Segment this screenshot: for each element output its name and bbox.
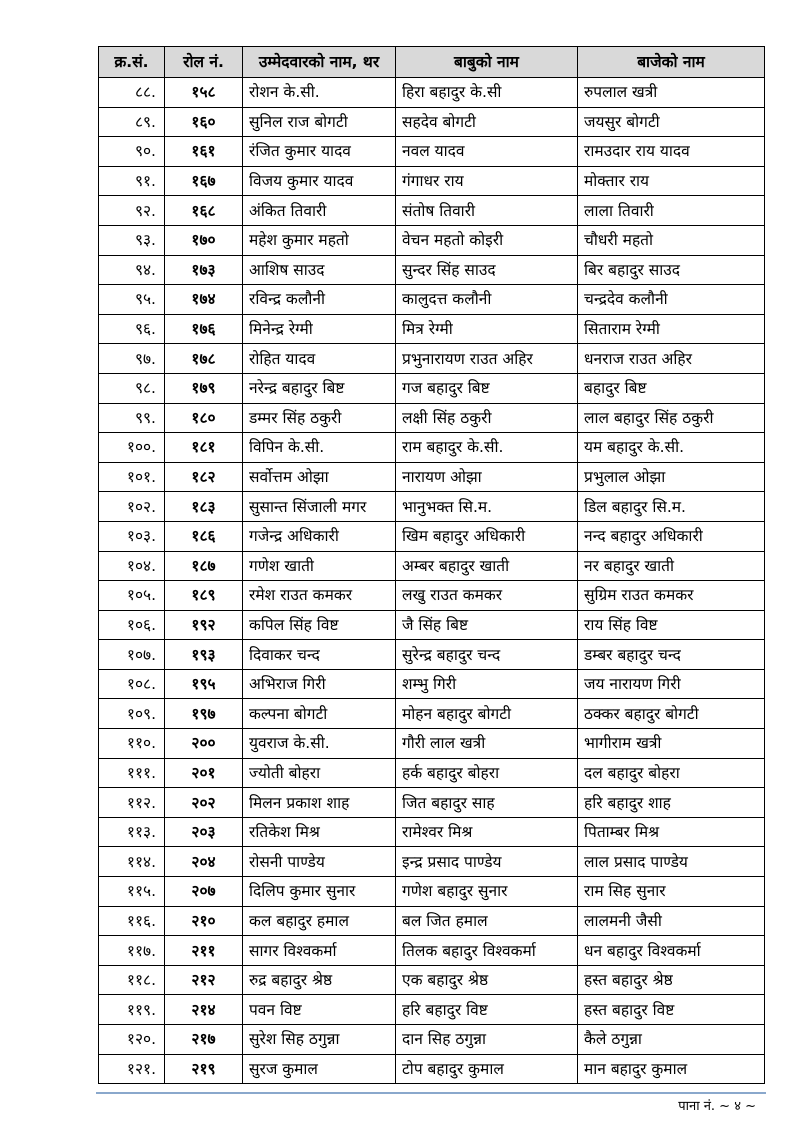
serial-number-cell: १०१. [99, 462, 165, 492]
table-row [99, 965, 765, 995]
father-name-cell: खिम बहादुर अधिकारी [396, 521, 578, 551]
roll-number-cell: १८६ [165, 521, 243, 551]
father-name-cell: शम्भु गिरी [396, 669, 578, 699]
grandfather-name-cell: दल बहादुर बोहरा [578, 758, 765, 788]
father-name-cell: टोप बहादुर कुमाल [396, 1054, 578, 1084]
grandfather-name-cell: धन बहादुर विश्वकर्मा [578, 936, 765, 966]
grandfather-name-cell: यम बहादुर के.सी. [578, 433, 765, 463]
grandfather-name-cell: हस्त बहादुर श्रेष्ठ [578, 965, 765, 995]
serial-number-cell: १११. [99, 758, 165, 788]
roll-number-cell: २१२ [165, 965, 243, 995]
grandfather-name-cell: लाल बहादुर सिंह ठकुरी [578, 403, 765, 433]
header-candidate-name: उम्मेदवारको नाम, थर [243, 47, 396, 78]
father-name-cell: मोहन बहादुर बोगटी [396, 699, 578, 729]
candidate-name-cell: डम्मर सिंह ठकुरी [243, 403, 396, 433]
candidate-name-cell: सुसान्त सिंजाली मगर [243, 492, 396, 522]
roll-number-cell: १७० [165, 225, 243, 255]
table-row [99, 433, 765, 463]
header-row [99, 47, 765, 78]
grandfather-name-cell: मोक्तार राय [578, 166, 765, 196]
header-grandfather-name: बाजेको नाम [578, 47, 765, 78]
serial-number-cell: ९८. [99, 373, 165, 403]
table-row [99, 285, 765, 315]
grandfather-name-cell: रुपलाल खत्री [578, 78, 765, 108]
father-name-cell: हिरा बहादुर के.सी [396, 78, 578, 108]
father-name-cell: हर्क बहादुर बोहरा [396, 758, 578, 788]
grandfather-name-cell: हरि बहादुर शाह [578, 788, 765, 818]
serial-number-cell: १००. [99, 433, 165, 463]
father-name-cell: बल जित हमाल [396, 906, 578, 936]
table-body [99, 78, 765, 1084]
table-header [99, 47, 765, 78]
table-row [99, 936, 765, 966]
serial-number-cell: १०४. [99, 551, 165, 581]
candidate-name-cell: विजय कुमार यादव [243, 166, 396, 196]
candidate-name-cell: रोशन के.सी. [243, 78, 396, 108]
roll-number-cell: १८० [165, 403, 243, 433]
candidate-name-cell: रुद्र बहादुर श्रेष्ठ [243, 965, 396, 995]
serial-number-cell: ११८. [99, 965, 165, 995]
father-name-cell: अम्बर बहादुर खाती [396, 551, 578, 581]
grandfather-name-cell: पिताम्बर मिश्र [578, 817, 765, 847]
table-row [99, 847, 765, 877]
serial-number-cell: ९१. [99, 166, 165, 196]
table-row [99, 699, 765, 729]
father-name-cell: वेचन महतो कोइरी [396, 225, 578, 255]
grandfather-name-cell: लाल प्रसाद पाण्डेय [578, 847, 765, 877]
candidate-name-cell: सागर विश्वकर्मा [243, 936, 396, 966]
table-row [99, 995, 765, 1025]
grandfather-name-cell: जयसुर बोगटी [578, 107, 765, 137]
grandfather-name-cell: चौधरी महतो [578, 225, 765, 255]
grandfather-name-cell: डिल बहादुर सि.म. [578, 492, 765, 522]
table-row [99, 817, 765, 847]
roll-number-cell: १८२ [165, 462, 243, 492]
roll-number-cell: १७३ [165, 255, 243, 285]
serial-number-cell: १०२. [99, 492, 165, 522]
serial-number-cell: ११०. [99, 729, 165, 759]
grandfather-name-cell: नर बहादुर खाती [578, 551, 765, 581]
grandfather-name-cell: लालमनी जैसी [578, 906, 765, 936]
grandfather-name-cell: हस्त बहादुर विष्ट [578, 995, 765, 1025]
table-row [99, 373, 765, 403]
serial-number-cell: १२१. [99, 1054, 165, 1084]
serial-number-cell: १०३. [99, 521, 165, 551]
serial-number-cell: १०८. [99, 669, 165, 699]
roll-number-cell: १९३ [165, 640, 243, 670]
roll-number-cell: २०७ [165, 877, 243, 907]
table-row [99, 166, 765, 196]
serial-number-cell: ९०. [99, 137, 165, 167]
grandfather-name-cell: रामउदार राय यादव [578, 137, 765, 167]
grandfather-name-cell: लाला तिवारी [578, 196, 765, 226]
candidate-name-cell: युवराज के.सी. [243, 729, 396, 759]
father-name-cell: हरि बहादुर विष्ट [396, 995, 578, 1025]
candidate-name-cell: कपिल सिंह विष्ट [243, 610, 396, 640]
roll-number-cell: २०० [165, 729, 243, 759]
roll-number-cell: १९७ [165, 699, 243, 729]
candidate-name-cell: गणेश खाती [243, 551, 396, 581]
candidate-name-cell: ज्योती बोहरा [243, 758, 396, 788]
table-row [99, 788, 765, 818]
table-row [99, 107, 765, 137]
candidate-name-cell: मिलन प्रकाश शाह [243, 788, 396, 818]
candidate-name-cell: सुरेश सिह ठगुन्ना [243, 1025, 396, 1055]
grandfather-name-cell: कैले ठगुन्ना [578, 1025, 765, 1055]
candidate-name-cell: आशिष साउद [243, 255, 396, 285]
serial-number-cell: ११३. [99, 817, 165, 847]
grandfather-name-cell: राय सिंह विष्ट [578, 610, 765, 640]
table-row [99, 78, 765, 108]
roll-number-cell: १८७ [165, 551, 243, 581]
grandfather-name-cell: सुग्रिम राउत कमकर [578, 581, 765, 611]
serial-number-cell: १०७. [99, 640, 165, 670]
serial-number-cell: ९९. [99, 403, 165, 433]
candidate-name-cell: रोहित यादव [243, 344, 396, 374]
footer-divider [96, 1092, 766, 1094]
serial-number-cell: ९४. [99, 255, 165, 285]
roll-number-cell: १८३ [165, 492, 243, 522]
father-name-cell: एक बहादुर श्रेष्ठ [396, 965, 578, 995]
father-name-cell: तिलक बहादुर विश्वकर्मा [396, 936, 578, 966]
father-name-cell: सुन्दर सिंह साउद [396, 255, 578, 285]
table-row [99, 403, 765, 433]
serial-number-cell: ११६. [99, 906, 165, 936]
serial-number-cell: ९५. [99, 285, 165, 315]
candidate-name-cell: रमेश राउत कमकर [243, 581, 396, 611]
table-row [99, 669, 765, 699]
grandfather-name-cell: ठक्कर बहादुर बोगटी [578, 699, 765, 729]
roll-number-cell: १६१ [165, 137, 243, 167]
father-name-cell: गंगाधर राय [396, 166, 578, 196]
table-row [99, 1025, 765, 1055]
roll-number-cell: २१० [165, 906, 243, 936]
table-row [99, 492, 765, 522]
grandfather-name-cell: सिताराम रेग्मी [578, 314, 765, 344]
table-row [99, 877, 765, 907]
serial-number-cell: ९३. [99, 225, 165, 255]
grandfather-name-cell: बहादुर बिष्ट [578, 373, 765, 403]
page-number: पाना नं. ~ ४ ~ [678, 1099, 756, 1114]
grandfather-name-cell: भागीराम खत्री [578, 729, 765, 759]
father-name-cell: जित बहादुर साह [396, 788, 578, 818]
roll-number-cell: १७६ [165, 314, 243, 344]
candidate-name-cell: अभिराज गिरी [243, 669, 396, 699]
roll-number-cell: १७८ [165, 344, 243, 374]
candidate-name-cell: रंजित कुमार यादव [243, 137, 396, 167]
father-name-cell: गौरी लाल खत्री [396, 729, 578, 759]
roll-number-cell: २०३ [165, 817, 243, 847]
candidate-name-cell: कल बहादुर हमाल [243, 906, 396, 936]
grandfather-name-cell: धनराज राउत अहिर [578, 344, 765, 374]
candidate-name-cell: महेश कुमार महतो [243, 225, 396, 255]
roll-number-cell: २०२ [165, 788, 243, 818]
father-name-cell: गणेश बहादुर सुनार [396, 877, 578, 907]
table-row [99, 729, 765, 759]
roll-number-cell: १६० [165, 107, 243, 137]
father-name-cell: कालुदत्त कलौनी [396, 285, 578, 315]
serial-number-cell: १२०. [99, 1025, 165, 1055]
grandfather-name-cell: चन्द्रदेव कलौनी [578, 285, 765, 315]
table-row [99, 610, 765, 640]
table-row [99, 255, 765, 285]
grandfather-name-cell: राम सिह सुनार [578, 877, 765, 907]
candidate-name-cell: कल्पना बोगटी [243, 699, 396, 729]
candidate-name-cell: मिनेन्द्र रेग्मी [243, 314, 396, 344]
grandfather-name-cell: डम्बर बहादुर चन्द [578, 640, 765, 670]
father-name-cell: राम बहादुर के.सी. [396, 433, 578, 463]
roll-number-cell: १७९ [165, 373, 243, 403]
candidate-name-cell: दिलिप कुमार सुनार [243, 877, 396, 907]
header-roll-number: रोल नं. [165, 47, 243, 78]
table-row [99, 137, 765, 167]
table-row [99, 1054, 765, 1084]
grandfather-name-cell: प्रभुलाल ओझा [578, 462, 765, 492]
serial-number-cell: ९२. [99, 196, 165, 226]
father-name-cell: जै सिंह बिष्ट [396, 610, 578, 640]
candidate-name-cell: सर्वोत्तम ओझा [243, 462, 396, 492]
candidate-name-cell: रविन्द्र कलौनी [243, 285, 396, 315]
serial-number-cell: ९७. [99, 344, 165, 374]
roll-number-cell: १९२ [165, 610, 243, 640]
roll-number-cell: २१९ [165, 1054, 243, 1084]
table-row [99, 906, 765, 936]
table-row [99, 758, 765, 788]
candidate-name-cell: अंकित तिवारी [243, 196, 396, 226]
serial-number-cell: १०६. [99, 610, 165, 640]
table-row [99, 581, 765, 611]
roll-number-cell: २११ [165, 936, 243, 966]
father-name-cell: संतोष तिवारी [396, 196, 578, 226]
candidate-name-cell: विपिन के.सी. [243, 433, 396, 463]
candidate-name-cell: सुनिल राज बोगटी [243, 107, 396, 137]
father-name-cell: इन्द्र प्रसाद पाण्डेय [396, 847, 578, 877]
father-name-cell: गज बहादुर बिष्ट [396, 373, 578, 403]
serial-number-cell: १०९. [99, 699, 165, 729]
serial-number-cell: ८८. [99, 78, 165, 108]
roll-number-cell: १८९ [165, 581, 243, 611]
table-row [99, 551, 765, 581]
header-father-name: बाबुको नाम [396, 47, 578, 78]
table-row [99, 521, 765, 551]
father-name-cell: भानुभक्त सि.म. [396, 492, 578, 522]
serial-number-cell: १०५. [99, 581, 165, 611]
candidate-name-cell: सुरज कुमाल [243, 1054, 396, 1084]
father-name-cell: नवल यादव [396, 137, 578, 167]
father-name-cell: सहदेव बोगटी [396, 107, 578, 137]
roll-number-cell: १५८ [165, 78, 243, 108]
table-row [99, 314, 765, 344]
roll-number-cell: १९५ [165, 669, 243, 699]
father-name-cell: रामेश्वर मिश्र [396, 817, 578, 847]
serial-number-cell: ११४. [99, 847, 165, 877]
table-row [99, 344, 765, 374]
candidate-name-cell: पवन विष्ट [243, 995, 396, 1025]
table-row [99, 225, 765, 255]
candidate-name-cell: नरेन्द्र बहादुर बिष्ट [243, 373, 396, 403]
father-name-cell: लखु राउत कमकर [396, 581, 578, 611]
father-name-cell: प्रभुनारायण राउत अहिर [396, 344, 578, 374]
roll-number-cell: १७४ [165, 285, 243, 315]
serial-number-cell: ११७. [99, 936, 165, 966]
grandfather-name-cell: बिर बहादुर साउद [578, 255, 765, 285]
serial-number-cell: ११५. [99, 877, 165, 907]
roll-number-cell: २१७ [165, 1025, 243, 1055]
father-name-cell: नारायण ओझा [396, 462, 578, 492]
roll-number-cell: १६७ [165, 166, 243, 196]
candidate-name-cell: दिवाकर चन्द [243, 640, 396, 670]
serial-number-cell: ८९. [99, 107, 165, 137]
candidate-table [98, 46, 765, 1084]
grandfather-name-cell: जय नारायण गिरी [578, 669, 765, 699]
header-serial-number: क्र.सं. [99, 47, 165, 78]
roll-number-cell: १६८ [165, 196, 243, 226]
roll-number-cell: २१४ [165, 995, 243, 1025]
father-name-cell: लक्षी सिंह ठकुरी [396, 403, 578, 433]
table-row [99, 640, 765, 670]
serial-number-cell: ९६. [99, 314, 165, 344]
roll-number-cell: २०४ [165, 847, 243, 877]
candidate-name-cell: रोसनी पाण्डेय [243, 847, 396, 877]
serial-number-cell: ११९. [99, 995, 165, 1025]
candidate-name-cell: रतिकेश मिश्र [243, 817, 396, 847]
table-row [99, 196, 765, 226]
father-name-cell: दान सिह ठगुन्ना [396, 1025, 578, 1055]
father-name-cell: मित्र रेग्मी [396, 314, 578, 344]
grandfather-name-cell: नन्द बहादुर अधिकारी [578, 521, 765, 551]
father-name-cell: सुरेन्द्र बहादुर चन्द [396, 640, 578, 670]
roll-number-cell: २०१ [165, 758, 243, 788]
roll-number-cell: १८१ [165, 433, 243, 463]
serial-number-cell: ११२. [99, 788, 165, 818]
table-row [99, 462, 765, 492]
grandfather-name-cell: मान बहादुर कुमाल [578, 1054, 765, 1084]
candidate-name-cell: गजेन्द्र अधिकारी [243, 521, 396, 551]
